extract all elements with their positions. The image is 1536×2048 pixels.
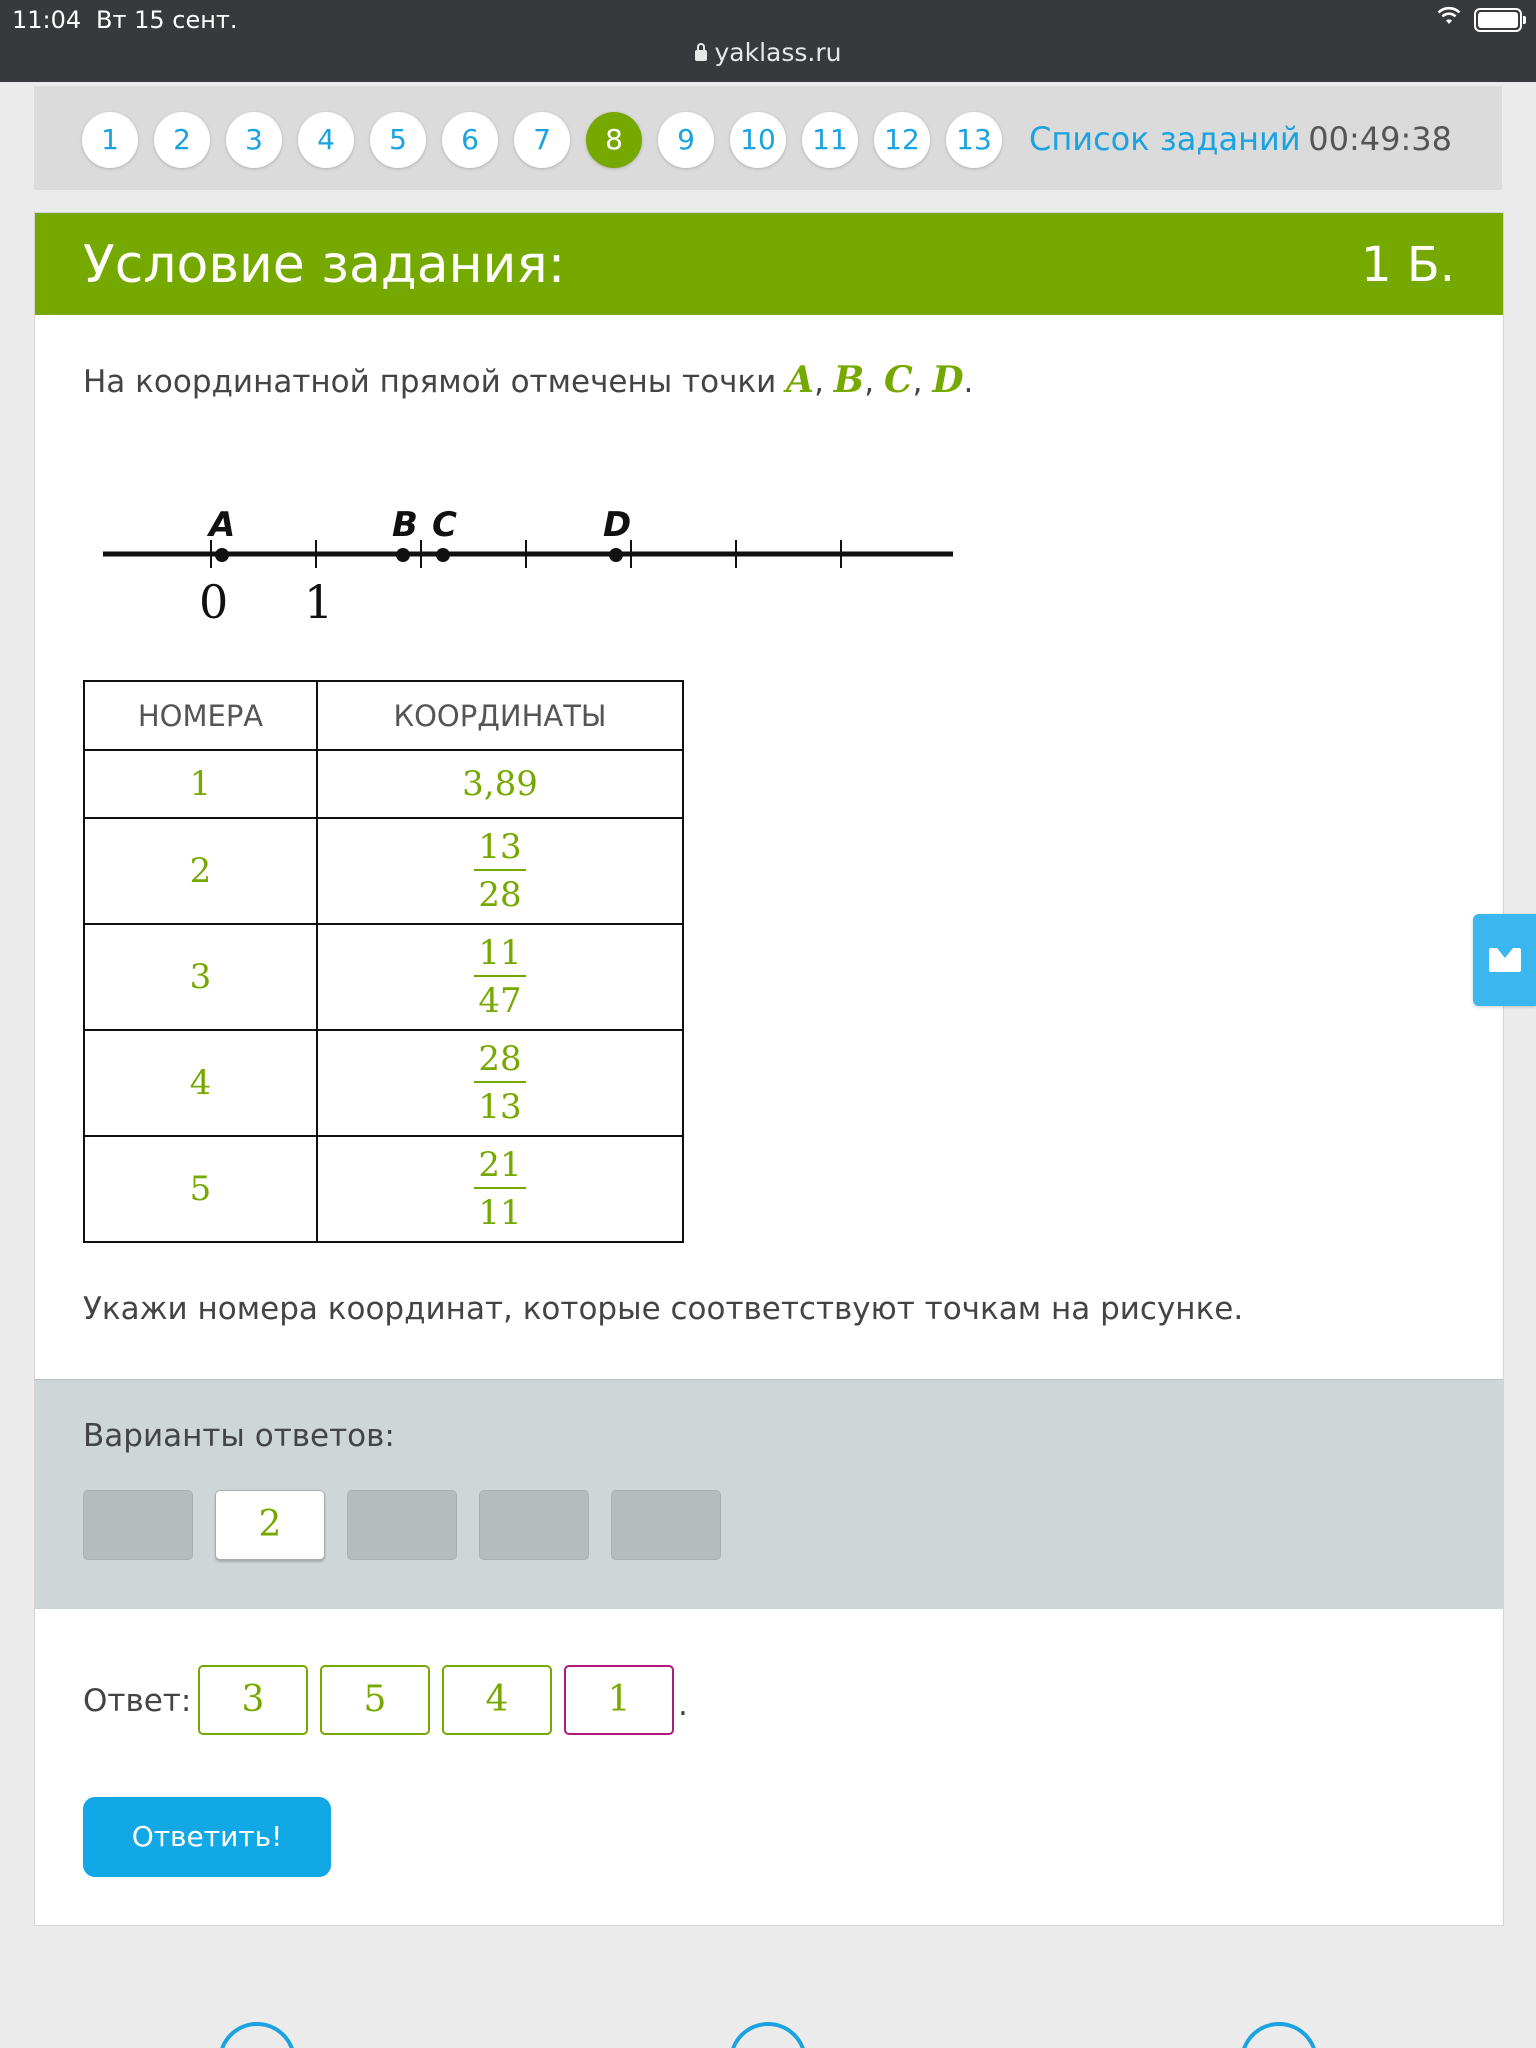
denominator: 13 — [478, 1087, 522, 1127]
variant-slot[interactable] — [611, 1490, 721, 1560]
variants-label: Варианты ответов: — [83, 1418, 395, 1454]
task-card — [34, 212, 1504, 1926]
header-coordinates: КООРДИНАТЫ — [317, 681, 683, 750]
bottom-nav-button[interactable] — [729, 2022, 807, 2048]
task-title: Условие задания: — [83, 235, 566, 295]
label-a: A — [209, 505, 236, 545]
status-date: Вт 15 сент. — [96, 6, 238, 34]
nav-item-12[interactable]: 12 — [874, 112, 930, 168]
point-name-b: B — [833, 359, 865, 401]
nav-item-3[interactable]: 3 — [226, 112, 282, 168]
nav-item-9[interactable]: 9 — [658, 112, 714, 168]
task-list-link[interactable]: Список заданий — [1029, 120, 1301, 158]
fraction — [474, 1039, 525, 1127]
nav-item-2[interactable]: 2 — [154, 112, 210, 168]
nav-item-6[interactable]: 6 — [442, 112, 498, 168]
answer-label: Ответ: — [83, 1683, 192, 1719]
feedback-tab[interactable] — [1473, 914, 1536, 1006]
nav-item-13[interactable]: 13 — [946, 112, 1002, 168]
table-header-row — [84, 681, 683, 750]
label-b: B — [392, 505, 418, 545]
url-bar[interactable] — [0, 38, 1536, 67]
status-bar — [0, 0, 1536, 82]
denominator: 11 — [478, 1193, 522, 1233]
url-text: yaklass.ru — [714, 38, 842, 67]
row-value — [317, 818, 683, 924]
point-d-dot — [609, 548, 623, 562]
point-b-dot — [396, 548, 410, 562]
fraction — [474, 1145, 525, 1233]
point-a-dot — [215, 548, 229, 562]
numerator: 13 — [474, 827, 525, 871]
numerator: 11 — [474, 933, 525, 977]
nav-item-10[interactable]: 10 — [730, 112, 786, 168]
label-c: C — [432, 505, 457, 545]
denominator: 47 — [478, 981, 522, 1021]
fraction — [474, 933, 525, 1021]
row-value: 3,89 — [317, 750, 683, 818]
nav-item-7[interactable]: 7 — [514, 112, 570, 168]
number-line-figure — [103, 463, 1003, 643]
nav-item-5[interactable]: 5 — [370, 112, 426, 168]
row-number: 5 — [84, 1136, 317, 1242]
answer-field-d[interactable]: 1 — [564, 1665, 674, 1735]
label-d: D — [603, 505, 632, 545]
point-name-a: A — [786, 359, 815, 401]
submit-button[interactable]: Ответить! — [83, 1797, 331, 1877]
point-name-d: D — [932, 359, 964, 401]
bottom-nav-button[interactable] — [1240, 2022, 1318, 2048]
wifi-icon — [1436, 6, 1462, 32]
table-row — [84, 750, 683, 818]
table-row — [84, 924, 683, 1030]
mail-icon — [1489, 948, 1521, 972]
lock-icon — [695, 50, 707, 61]
answer-field-b[interactable]: 5 — [320, 1665, 430, 1735]
variant-slot[interactable] — [347, 1490, 457, 1560]
point-name-c: C — [883, 359, 913, 401]
table-row — [84, 1030, 683, 1136]
numerator: 28 — [474, 1039, 525, 1083]
nav-item-1[interactable]: 1 — [82, 112, 138, 168]
task-navigation — [34, 86, 1502, 190]
row-number: 1 — [84, 750, 317, 818]
task-prompt: На координатной прямой отмечены точки A, B, C, D. — [83, 359, 974, 401]
answer-field-c[interactable]: 4 — [442, 1665, 552, 1735]
table-row — [84, 818, 683, 924]
label-zero: 0 — [199, 575, 229, 629]
numerator: 21 — [474, 1145, 525, 1189]
status-time: 11:04 — [12, 6, 82, 34]
answer-field-a[interactable]: 3 — [198, 1665, 308, 1735]
row-value — [317, 1030, 683, 1136]
point-c-dot — [436, 548, 450, 562]
row-value — [317, 1136, 683, 1242]
prompt-text: На координатной прямой отмечены точки — [83, 364, 787, 400]
denominator: 28 — [478, 875, 522, 915]
header-numbers: НОМЕРА — [84, 681, 317, 750]
bottom-nav-button[interactable] — [218, 2022, 296, 2048]
variant-slot[interactable] — [479, 1490, 589, 1560]
row-value — [317, 924, 683, 1030]
timer: 00:49:38 — [1308, 120, 1452, 158]
coordinates-table — [83, 680, 684, 1243]
variant-slot[interactable] — [83, 1490, 193, 1560]
fraction — [474, 827, 525, 915]
battery-icon — [1474, 8, 1522, 32]
task-points: 1 Б. — [1361, 237, 1455, 293]
table-row — [84, 1136, 683, 1242]
variant-chip[interactable]: 2 — [215, 1490, 325, 1560]
task-header — [35, 213, 1503, 315]
nav-item-4[interactable]: 4 — [298, 112, 354, 168]
nav-item-8[interactable]: 8 — [586, 112, 642, 168]
task-instruction: Укажи номера координат, которые соответствуют точкам на рисунке. — [83, 1291, 1244, 1327]
answer-period: . — [678, 1687, 688, 1723]
nav-item-11[interactable]: 11 — [802, 112, 858, 168]
label-one: 1 — [304, 575, 334, 629]
answer-variants-panel — [35, 1379, 1503, 1609]
row-number: 2 — [84, 818, 317, 924]
row-number: 4 — [84, 1030, 317, 1136]
row-number: 3 — [84, 924, 317, 1030]
